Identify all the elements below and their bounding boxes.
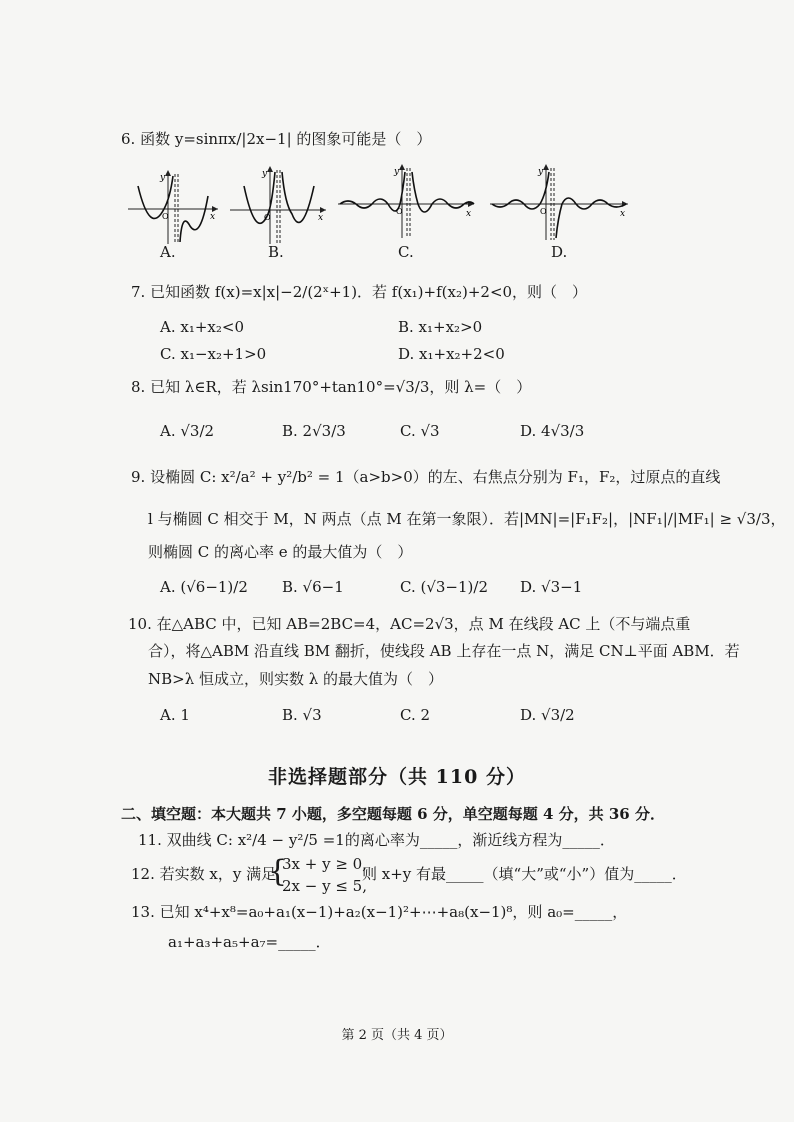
q9-option-a: A. (√6−1)/2 bbox=[160, 578, 248, 596]
q7-option-d: D. x₁+x₂+2<0 bbox=[398, 345, 505, 363]
q6-graph-d bbox=[490, 160, 632, 242]
q6-graph-a bbox=[128, 166, 220, 246]
q6-option-b: B. bbox=[268, 243, 284, 261]
q12-tail: 则 x+y 有最_____（填“大”或“小”）值为_____． bbox=[362, 865, 687, 883]
q6-graph-c bbox=[338, 160, 478, 240]
q12-brace: { bbox=[268, 854, 288, 889]
q8-option-c: C. √3 bbox=[400, 422, 440, 440]
q10-option-d: D. √3/2 bbox=[520, 706, 575, 724]
svg-text:y: y bbox=[394, 167, 400, 177]
q12-inequality-1: 3x + y ≥ 0, bbox=[282, 855, 367, 873]
q12-inequality-2: 2x − y ≤ 5, bbox=[282, 877, 367, 895]
svg-text:x: x bbox=[620, 209, 626, 219]
q10-stem-line2: 合），将△ABM 沿直线 BM 翻折，使线段 AB 上存在一点 N，满足 CN⊥平面 ABM．若 bbox=[148, 642, 740, 660]
q8-option-b: B. 2√3/3 bbox=[282, 422, 346, 440]
q7-option-c: C. x₁−x₂+1>0 bbox=[160, 345, 267, 363]
q11-stem: 11. 双曲线 C: x²/4 − y²/5 =1的离心率为_____，渐近线方程为_____． bbox=[138, 831, 615, 849]
q10-stem-line1: 10. 在△ABC 中，已知 AB=2BC=4，AC=2√3，点 M 在线段 AC 上（不与端点重 bbox=[128, 615, 691, 633]
q8-option-d: D. 4√3/3 bbox=[520, 422, 585, 440]
section-title: 非选择题部分（共 110 分） bbox=[268, 766, 526, 788]
q6-graph-b bbox=[230, 162, 330, 246]
svg-text:O: O bbox=[396, 207, 403, 216]
q7-stem: 7. 已知函数 f(x)=x|x|−2/(2ˣ+1)．若 f(x₁)+f(x₂)+2<0，则（ ） bbox=[131, 283, 588, 301]
q10-option-c: C. 2 bbox=[400, 706, 431, 724]
q10-option-a: A. 1 bbox=[160, 706, 190, 724]
q7-option-b: B. x₁+x₂>0 bbox=[398, 318, 483, 336]
q9-option-b: B. √6−1 bbox=[282, 578, 344, 596]
q9-option-c: C. (√3−1)/2 bbox=[400, 578, 488, 596]
q8-stem: 8. 已知 λ∈R，若 λsin170°+tan10°=√3/3，则 λ=（ ） bbox=[131, 378, 532, 396]
q13-stem-line2: a₁+a₃+a₅+a₇=_____． bbox=[168, 933, 331, 951]
q9-stem-line2: l 与椭圆 C 相交于 M，N 两点（点 M 在第一象限）．若|MN|=|F₁F₂|，|NF₁|/|MF₁| ≥ √3/3， bbox=[148, 510, 786, 528]
svg-text:O: O bbox=[540, 207, 547, 216]
q6-stem: 6. 函数 y=sinπx/|2x−1| 的图象可能是（ ） bbox=[121, 130, 432, 148]
svg-text:y: y bbox=[538, 167, 544, 177]
q6-option-c: C. bbox=[398, 243, 414, 261]
q6-option-d: D. bbox=[551, 243, 568, 261]
q10-option-b: B. √3 bbox=[282, 706, 322, 724]
svg-text:y: y bbox=[262, 169, 268, 179]
q9-stem-line1: 9. 设椭圆 C: x²/a² + y²/b² = 1（a>b>0）的左、右焦点分别为 F₁，F₂，过原点的直线 bbox=[131, 468, 721, 486]
svg-text:O: O bbox=[162, 212, 169, 221]
q10-stem-line3: NB>λ 恒成立，则实数 λ 的最大值为（ ） bbox=[148, 670, 444, 688]
svg-text:x: x bbox=[318, 213, 324, 223]
svg-text:y: y bbox=[160, 173, 166, 183]
q12-lead: 12. 若实数 x，y 满足 bbox=[131, 865, 277, 883]
q7-option-a: A. x₁+x₂<0 bbox=[160, 318, 244, 336]
q9-option-d: D. √3−1 bbox=[520, 578, 583, 596]
svg-text:x: x bbox=[210, 212, 216, 222]
q13-stem-line1: 13. 已知 x⁴+x⁸=a₀+a₁(x−1)+a₂(x−1)²+⋯+a₈(x−1)⁸，则 a₀=_____， bbox=[131, 903, 628, 921]
q6-option-a: A. bbox=[160, 243, 176, 261]
svg-text:x: x bbox=[466, 209, 472, 219]
q9-stem-line3: 则椭圆 C 的离心率 e 的最大值为（ ） bbox=[148, 543, 413, 561]
q8-option-a: A. √3/2 bbox=[160, 422, 215, 440]
section-subtitle: 二、填空题：本大题共 7 小题，多空题每题 6 分，单空题每题 4 分，共 36 分． bbox=[121, 805, 665, 823]
svg-text:O: O bbox=[264, 213, 271, 222]
page-number: 第 2 页（共 4 页） bbox=[341, 1028, 453, 1043]
